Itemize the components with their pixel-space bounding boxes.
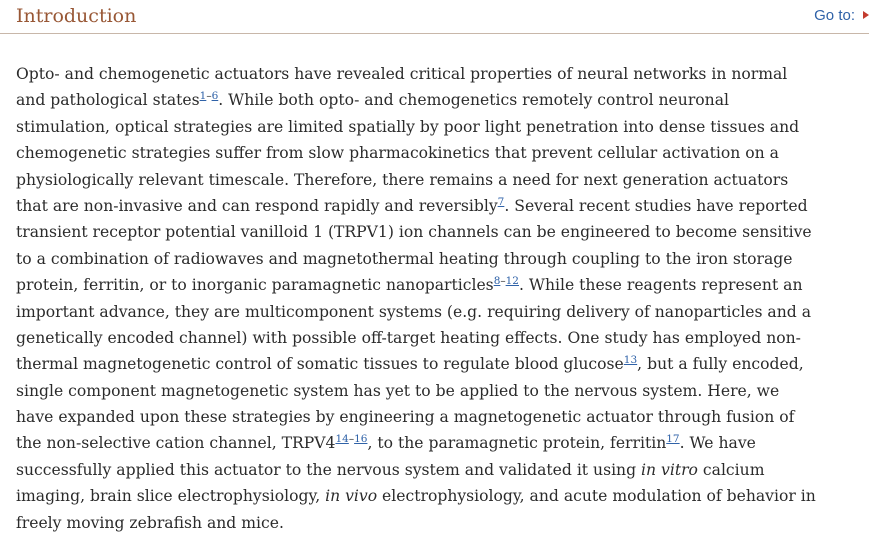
text-segment: transient receptor potential vanilloid 1 (TRPV1) ion channels can be engineered to become sensitive bbox=[16, 223, 812, 242]
text-segment: that are non-invasive and can respond rapidly and reversibly bbox=[16, 196, 498, 215]
citation-link-13[interactable]: 13 bbox=[623, 354, 638, 367]
paragraph-line bbox=[16, 272, 866, 298]
paragraph-line bbox=[16, 140, 866, 166]
text-segment: Opto- and chemogenetic actuators have revealed critical properties of neural networks in normal bbox=[16, 65, 788, 83]
text-segment: . We have bbox=[679, 434, 756, 453]
goto-link[interactable] bbox=[814, 6, 869, 26]
citation-group bbox=[200, 90, 219, 102]
citation-group bbox=[494, 275, 519, 287]
text-segment: have expanded upon these strategies by engineering a magnetogenetic actuator through fusion of bbox=[16, 408, 795, 427]
paragraph-line bbox=[16, 457, 866, 483]
citation-link-16[interactable]: 16 bbox=[354, 433, 368, 446]
paragraph-line bbox=[16, 114, 866, 140]
text-segment: , but a fully encoded, bbox=[637, 355, 804, 374]
text-segment: imaging, brain slice electrophysiology, bbox=[16, 487, 326, 506]
text-segment: calcium bbox=[697, 460, 765, 479]
text-segment: electrophysiology, and acute modulation of behavior in bbox=[377, 487, 816, 506]
text-segment: physiologically relevant timescale. Therefore, there remains a need for next generation actuators bbox=[16, 170, 789, 189]
goto-label: Go to: bbox=[814, 7, 855, 24]
text-segment: genetically encoded channel) with possible off-target heating effects. One study has employed non- bbox=[16, 328, 801, 347]
text-segment: and pathological states bbox=[16, 91, 200, 110]
text-segment: chemogenetic strategies suffer from slow pharmacokinetics that prevent cellular activation on a bbox=[16, 144, 779, 163]
citation-group bbox=[666, 433, 679, 445]
citation-group bbox=[624, 354, 637, 366]
citation-group bbox=[335, 433, 367, 445]
text-segment: freely moving zebrafish and mice. bbox=[16, 513, 284, 532]
paragraph-line bbox=[16, 87, 866, 113]
paragraph-line bbox=[16, 246, 866, 272]
citation-link-1[interactable]: 1 bbox=[199, 90, 207, 103]
paragraph-line bbox=[16, 219, 866, 245]
paragraph-line bbox=[16, 193, 866, 219]
citation-range-separator: – bbox=[206, 90, 212, 103]
paragraph-line bbox=[16, 351, 866, 377]
text-segment: successfully applied this actuator to the nervous system and validated it using bbox=[16, 460, 642, 479]
citation-link-7[interactable]: 7 bbox=[497, 195, 505, 208]
text-segment: . Several recent studies have reported bbox=[504, 196, 808, 215]
citation-link-8[interactable]: 8 bbox=[493, 275, 501, 288]
text-segment: the non-selective cation channel, TRPV4 bbox=[16, 434, 336, 453]
italic-term: in vitro bbox=[641, 460, 698, 479]
paragraph-line bbox=[16, 430, 866, 456]
paragraph-line bbox=[16, 483, 866, 509]
citation-range-separator: – bbox=[500, 275, 506, 288]
citation-link-17[interactable]: 17 bbox=[666, 433, 680, 446]
text-segment: thermal magnetogenetic control of somatic tissues to regulate blood glucose bbox=[16, 355, 624, 374]
paragraph-line bbox=[16, 378, 866, 404]
text-segment: single component magnetogenetic system has yet to be applied to the nervous system. Here, we bbox=[16, 381, 780, 400]
text-segment: stimulation, optical strategies are limited spatially by poor light penetration into dense tissues and bbox=[16, 117, 800, 136]
section-title: Introduction bbox=[16, 5, 137, 27]
paragraph-line bbox=[16, 404, 866, 430]
text-segment: . While these reagents represent an bbox=[519, 276, 803, 295]
citation-link-6[interactable]: 6 bbox=[211, 90, 219, 103]
text-segment: protein, ferritin, or to inorganic paramagnetic nanoparticles bbox=[16, 276, 494, 295]
section-header bbox=[0, 0, 869, 34]
paragraph-line bbox=[16, 325, 866, 351]
text-segment: . While both opto- and chemogenetics remotely control neuronal bbox=[218, 91, 729, 110]
citation-link-14[interactable]: 14 bbox=[335, 433, 349, 446]
italic-term: in vivo bbox=[325, 487, 378, 506]
text-segment: , to the paramagnetic protein, ferritin bbox=[367, 434, 667, 453]
paragraph-line bbox=[16, 299, 866, 325]
paragraph-line bbox=[16, 510, 866, 536]
text-segment: important advance, they are multicomponent systems (e.g. requiring delivery of nanoparticles and a bbox=[16, 302, 811, 321]
citation-range-separator: – bbox=[348, 433, 355, 446]
triangle-right-icon bbox=[863, 11, 869, 19]
paragraph-line bbox=[16, 61, 866, 87]
introduction-paragraph bbox=[16, 61, 866, 536]
text-segment: to a combination of radiowaves and magnetothermal heating through coupling to the iron storage bbox=[16, 249, 793, 268]
paragraph-line bbox=[16, 167, 866, 193]
citation-link-12[interactable]: 12 bbox=[505, 275, 519, 288]
